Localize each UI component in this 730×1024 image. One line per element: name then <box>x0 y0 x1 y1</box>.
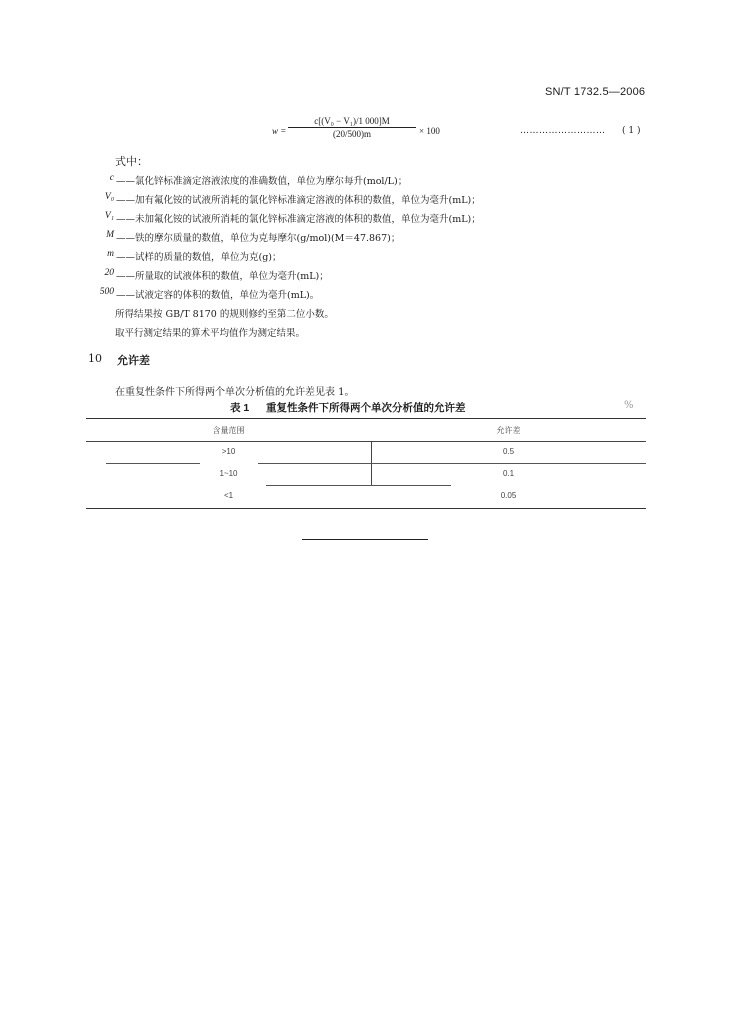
variable-description: ——所量取的试液体积的数值，单位为毫升(mL)； <box>116 271 329 282</box>
row-rule <box>258 463 646 464</box>
variable-description: ——加有氟化铵的试液所消耗的氯化锌标准滴定溶液的体积的数值，单位为毫升(mL)； <box>116 195 481 206</box>
standard-number: SN/T 1732.5—2006 <box>545 86 646 98</box>
table-cell: 1~10 <box>219 469 238 478</box>
equation-number: ( 1 ) <box>622 126 641 136</box>
header-content-range: 含量范围 <box>212 426 245 435</box>
table-cell: <1 <box>223 491 234 500</box>
variable-description: ——试液定容的体积的数值，单位为毫升(mL)。 <box>116 290 320 301</box>
row-rule <box>106 463 200 464</box>
section-title: 允许差 <box>117 355 150 367</box>
intro-paragraph: 在重复性条件下所得两个单次分析值的允许差见表 1。 <box>115 387 355 398</box>
header-tolerance: 允许差 <box>496 426 521 435</box>
table-cell: 0.1 <box>502 469 515 478</box>
variable-description: ——氯化锌标准滴定溶液浓度的准确数值，单位为摩尔每升(mol/L)； <box>116 176 408 187</box>
section-number: 10 <box>88 352 102 365</box>
formula-numerator: c[(V₀ − V₁)/1 000]M <box>314 116 390 126</box>
variable-symbol: 500 <box>99 287 114 297</box>
header-rule <box>86 441 646 442</box>
variable-symbol: 20 <box>104 268 114 278</box>
formula-denominator: (20/500)m <box>333 129 371 139</box>
table-unit-mark: % <box>624 400 634 411</box>
tolerance-table <box>86 418 646 509</box>
variable-description: ——试样的质量的数值，单位为克(g)； <box>116 252 282 263</box>
table-caption: 重复性条件下所得两个单次分析值的允许差 <box>266 402 466 414</box>
rounding-note: 所得结果按 GB/T 8170 的规则修约至第二位小数。 <box>115 309 334 320</box>
table-caption-number: 表 1 <box>230 402 250 414</box>
table-cell: 0.05 <box>500 491 517 500</box>
formula-multiplier: × 100 <box>419 126 440 136</box>
variable-symbol: m <box>107 249 114 259</box>
variable-symbol: V₁ <box>104 211 114 221</box>
variable-description: ——铁的摩尔质量的数值，单位为克每摩尔(g/mol)(M＝47.867)； <box>116 233 401 244</box>
average-note: 取平行测定结果的算术平均值作为测定结果。 <box>115 328 306 339</box>
table-cell: 0.5 <box>502 447 515 456</box>
row-rule <box>266 485 371 486</box>
variable-description: ——未加氟化铵的试液所消耗的氯化锌标准滴定溶液的体积的数值，单位为毫升(mL)； <box>116 214 481 225</box>
formula-fraction <box>288 116 416 139</box>
formula-leader-dots: ……………………… <box>520 126 606 136</box>
formula-lhs: w = <box>272 126 287 136</box>
variable-symbol: M <box>106 230 114 240</box>
end-rule <box>302 539 428 540</box>
row-rule <box>371 485 451 486</box>
variable-symbol: c <box>109 173 114 183</box>
where-label: 式中： <box>115 155 148 168</box>
table-cell: >10 <box>221 447 236 456</box>
fraction-bar <box>288 127 416 128</box>
variable-symbol: V₀ <box>104 192 114 202</box>
